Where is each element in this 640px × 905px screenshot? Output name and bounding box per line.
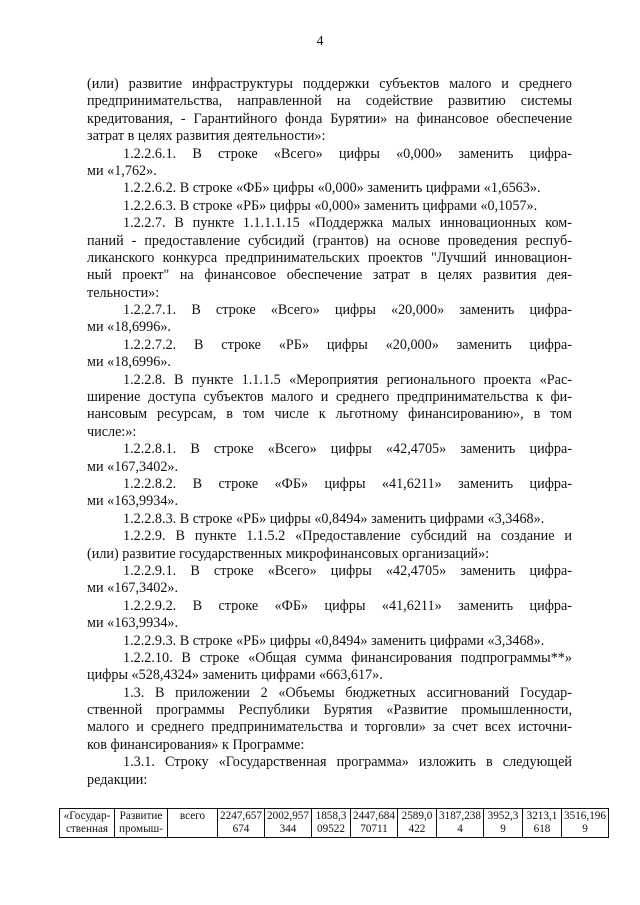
cell-text: 3516,196 [564, 810, 606, 822]
text-line: ков финансирования» к Программе: [87, 736, 305, 753]
text-line: 1.3.1. Строку «Государственная программа» изложить в следующей [123, 754, 572, 771]
text-line: 1.2.2.8.3. В строке «РБ» цифры «0,8494» заменить цифрами «3,3468». [123, 510, 545, 527]
text-line: ми «167,3402». [87, 458, 179, 475]
text-line: ширение доступа субъектов малого и среднего предпринимательства к фи- [87, 389, 572, 406]
cell-text: 2002,957 [267, 810, 309, 822]
text-line: тельности»: [87, 284, 160, 301]
cell-text: «Государ- [63, 810, 111, 822]
text-line: кредитования, - Гарантийного фонда Бурятии» на финансовое обеспечение [87, 110, 572, 127]
text-line: 1.2.2.8. В пункте 1.1.1.5 «Мероприятия регионального проекта «Рас- [123, 371, 572, 388]
text-line: числе:»: [87, 423, 137, 440]
table-cell [168, 809, 218, 838]
text-line: ми «163,9934». [87, 493, 179, 510]
table-cell [265, 809, 312, 838]
text-line: 1.2.2.8.1. В строке «Всего» цифры «42,4705» заменить цифра- [123, 441, 572, 458]
text-line: 1.2.2.10. В строке «Общая сумма финансирования подпрограммы**» [123, 649, 572, 666]
cell-text: 3187,238 [439, 810, 481, 822]
table-cell [218, 809, 265, 838]
cell-text: 09522 [317, 823, 345, 835]
document-body [87, 76, 572, 789]
cell-text: Развитие [119, 810, 163, 822]
cell-text: 2447,684 [353, 810, 395, 822]
text-line: 1.2.2.6.3. В строке «РБ» цифры «0,000» заменить цифрами «0,1057». [123, 197, 538, 214]
cell-text: всего [179, 810, 206, 822]
table-cell [312, 809, 351, 838]
cell-text: 3213,1 [526, 810, 558, 822]
text-line: 1.2.2.6.1. В строке «Всего» цифры «0,000» заменить цифра- [123, 145, 572, 162]
text-line: (или) развитие государственных микрофинансовых организаций»: [87, 545, 490, 562]
text-line: редакции: [87, 771, 148, 788]
table-cell [60, 809, 115, 838]
text-line: ми «1,762». [87, 162, 157, 179]
cell-text: 674 [232, 823, 250, 835]
text-line: ликанского конкурса предпринимательских проектов "Лучший инновацион- [87, 249, 572, 266]
cell-text: 70711 [360, 823, 388, 835]
cell-text [169, 823, 216, 836]
cell-text: ственная [65, 823, 109, 835]
table-cell [523, 809, 562, 838]
text-line: (или) развитие инфраструктуры поддержки субъектов малого и среднего [87, 76, 572, 92]
text-line: предпринимательства, направленной на содействие развитию системы [87, 93, 572, 110]
page-number: 4 [316, 34, 324, 49]
cell-text: 3952,3 [487, 810, 519, 822]
text-line: 1.2.2.7. В пункте 1.1.1.1.15 «Поддержка малых инновационных ком- [123, 215, 572, 232]
text-line: ми «167,3402». [87, 580, 179, 597]
table-cell [484, 809, 523, 838]
table-cell [115, 809, 168, 838]
cell-text: 344 [279, 823, 297, 835]
text-line: нансовым ресурсам, в том числе к льготному финансированию», в том [87, 406, 572, 423]
text-line: затрат в целях развития деятельности»: [87, 128, 326, 145]
text-line: цифры «528,4324» заменить цифрами «663,617». [87, 667, 383, 684]
text-line: малого и среднего предпринимательства и торговли» за счет всех источни- [87, 719, 572, 736]
cell-text: 9 [500, 823, 506, 835]
cell-text: 4 [457, 823, 463, 835]
text-line: 1.2.2.7.1. В строке «Всего» цифры «20,000» заменить цифра- [123, 302, 572, 319]
cell-text: 618 [533, 823, 551, 835]
text-line: ственной программы Республики Бурятия «Развитие промышленности, [87, 702, 572, 719]
text-line: 1.2.2.9.3. В строке «РБ» цифры «0,8494» заменить цифрами «3,3468». [123, 632, 545, 649]
cell-text: промыш- [119, 823, 163, 835]
text-line: 1.2.2.9. В пункте 1.1.5.2 «Предоставление субсидий на создание и [123, 528, 572, 545]
text-line: ми «18,6996». [87, 319, 171, 336]
text-line: 1.2.2.9.1. В строке «Всего» цифры «42,4705» заменить цифра- [123, 562, 572, 579]
text-line: 1.2.2.7.2. В строке «РБ» цифры «20,000» заменить цифра- [123, 336, 572, 353]
text-line: ми «18,6996». [87, 354, 171, 371]
table-cell [398, 809, 437, 838]
cell-text: 1858,3 [315, 810, 347, 822]
table-cell [562, 809, 609, 838]
text-line: 1.2.2.8.2. В строке «ФБ» цифры «41,6211» заменить цифра- [123, 475, 572, 492]
cell-text: 422 [408, 823, 426, 835]
text-line: паний - предоставление субсидий (грантов) на основе проведения респуб- [87, 232, 572, 249]
table-cell [351, 809, 398, 838]
cell-text: 2589,0 [401, 810, 433, 822]
text-line: ный проект" на финансовое обеспечение затрат в целях развития дея- [87, 267, 572, 284]
cell-text: 9 [582, 823, 588, 835]
table-row [60, 809, 609, 838]
text-line: 1.2.2.9.2. В строке «ФБ» цифры «41,6211» заменить цифра- [123, 597, 572, 614]
table-cell [437, 809, 484, 838]
text-line: 1.2.2.6.2. В строке «ФБ» цифры «0,000» заменить цифрами «1,6563». [123, 180, 541, 197]
text-line: ми «163,9934». [87, 615, 179, 632]
text-line: 1.3. В приложении 2 «Объемы бюджетных ассигнований Государ- [123, 684, 572, 701]
cell-text: 2247,657 [220, 810, 262, 822]
budget-table [59, 808, 609, 838]
